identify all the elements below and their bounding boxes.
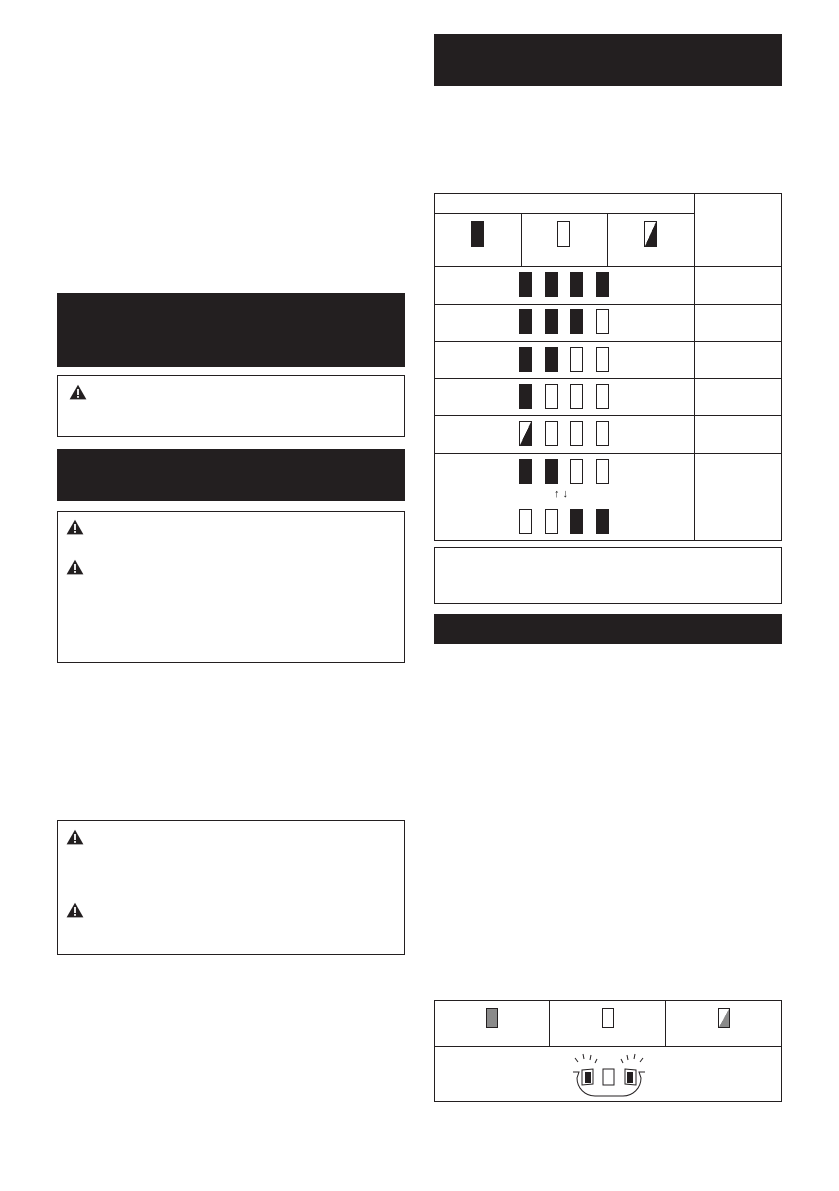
indicator-lamp <box>519 459 532 484</box>
indicator-lamp <box>570 347 583 372</box>
indicator-lamp <box>570 309 583 334</box>
section-heading-band <box>434 34 782 86</box>
indicator-lamp <box>596 509 609 534</box>
status-indicator-table <box>434 1000 782 1102</box>
indicator-lamp <box>570 384 583 409</box>
indicator-lamp <box>545 509 558 534</box>
indicator-lamp <box>570 459 583 484</box>
indicator-lamp <box>519 421 532 446</box>
indicator-lamp <box>596 272 609 297</box>
indicator-lamp <box>596 309 609 334</box>
indicator-lamp <box>545 459 558 484</box>
indicator-lamp <box>545 309 558 334</box>
section-heading-band <box>57 293 405 367</box>
indicator-lamp <box>570 272 583 297</box>
warning-triangle-icon <box>69 384 87 400</box>
indicator-lamp <box>519 347 532 372</box>
table-divider <box>665 1000 666 1047</box>
indicator-lamp <box>519 309 532 334</box>
indicator-lamp <box>596 421 609 446</box>
indicator-lamp <box>545 272 558 297</box>
indicator-lamp <box>519 384 532 409</box>
indicator-blinking-icon <box>718 1008 730 1028</box>
warning-triangle-icon <box>66 829 84 845</box>
table-divider <box>434 1046 782 1047</box>
indicator-lit-icon <box>471 221 484 247</box>
indicator-off-icon <box>557 221 570 247</box>
indicator-blinking-icon <box>644 221 657 247</box>
indicator-grey-icon <box>486 1008 498 1028</box>
table-divider <box>434 266 782 267</box>
indicator-lamp <box>519 272 532 297</box>
table-divider <box>434 415 782 416</box>
indicator-lamp <box>545 421 558 446</box>
table-divider <box>434 378 782 379</box>
sub-section-heading-band <box>434 614 782 644</box>
table-divider <box>521 213 522 266</box>
table-divider <box>694 193 695 541</box>
remaining-capacity-table <box>434 193 782 541</box>
battery-indicator-lamp-icon <box>569 1050 649 1098</box>
warning-triangle-icon <box>66 902 84 918</box>
indicator-lamp <box>545 347 558 372</box>
warning-notice <box>57 820 405 955</box>
table-divider <box>434 213 695 214</box>
indicator-lamp <box>596 384 609 409</box>
alternation-arrows: ↑ ↓ <box>554 488 569 500</box>
table-divider <box>434 341 782 342</box>
table-divider <box>549 1000 550 1047</box>
indicator-lamp <box>596 347 609 372</box>
section-heading-band <box>57 449 405 501</box>
warning-triangle-icon <box>66 559 84 575</box>
warning-notice <box>57 375 405 437</box>
indicator-lamp <box>545 384 558 409</box>
indicator-off-icon <box>602 1008 614 1028</box>
table-divider <box>607 213 608 266</box>
indicator-lamp <box>596 459 609 484</box>
warning-triangle-icon <box>66 519 84 535</box>
table-divider <box>434 453 782 454</box>
table-divider <box>434 304 782 305</box>
indicator-lamp <box>519 509 532 534</box>
warning-notice <box>57 511 405 663</box>
note-box <box>434 547 782 604</box>
indicator-lamp <box>570 421 583 446</box>
indicator-lamp <box>570 509 583 534</box>
